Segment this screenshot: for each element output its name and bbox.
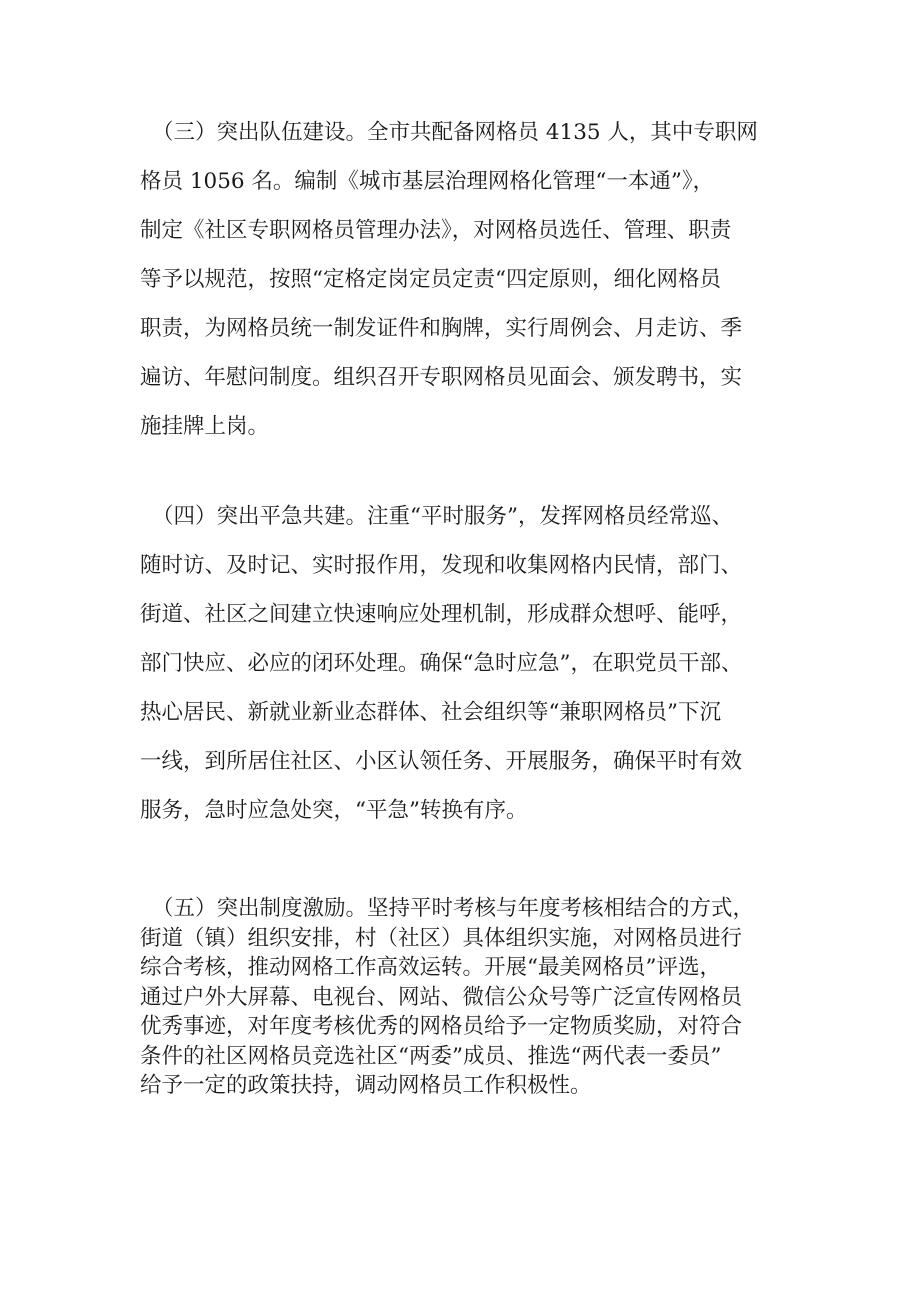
text-line: 优秀事迹，对年度考核优秀的网格员给予一定物质奖励，对符合	[140, 1014, 743, 1039]
paragraph-emergency-coordination	[140, 492, 795, 835]
text-line: 随时访、及时记、实时报作用，发现和收集网格内民情，部门、	[140, 553, 743, 578]
text-line: 综合考核，推动网格工作高效运转。开展“最美网格员”评选，	[140, 955, 721, 980]
text-line: 格员 1056 名。编制《城市基层治理网格化管理“一本通”》，	[140, 169, 715, 194]
text-line: 给予一定的政策扶持，调动网格员工作积极性。	[140, 1073, 592, 1098]
text-line: 等予以规范，按照“定格定岗定员定责“四定原则，细化网格员	[140, 267, 721, 292]
text-line: 服务，急时应急处突，“平急”转换有序。	[140, 798, 528, 823]
text-line: 职责，为网格员统一制发证件和胸牌，实行周例会、月走访、季	[140, 316, 743, 341]
paragraph-incentive-system	[140, 894, 795, 1101]
text-line: 遍访、年慰问制度。组织召开专职网格员见面会、颁发聘书，实	[140, 365, 743, 390]
text-line: 制定《社区专职网格员管理办法》，对网格员选任、管理、职责	[140, 218, 732, 243]
text-line: 施挂牌上岗。	[140, 414, 270, 439]
text-line: 部门快应、必应的闭环处理。确保“急时应急”，在职党员干部、	[140, 651, 743, 676]
paragraph-team-building	[140, 108, 795, 451]
text-line: 街道（镇）组织安排，村（社区）具体组织实施，对网格员进行	[140, 925, 743, 951]
text-line: 一线，到所居住社区、小区认领任务、开展服务，确保平时有效	[140, 749, 743, 774]
text-line: 条件的社区网格员竞选社区“两委”成员、推选“两代表一委员”	[140, 1043, 722, 1069]
text-line: 热心居民、新就业新业态群体、社会组织等“兼职网格员”下沉	[140, 700, 721, 725]
text-line: 街道、社区之间建立快速响应处理机制，形成群众想呼、能呼，	[140, 602, 743, 627]
text-line: （三）突出队伍建设。全市共配备网格员 4135 人，其中专职网	[152, 120, 758, 145]
text-line: （五）突出制度激励。坚持平时考核与年度考核相结合的方式，	[152, 896, 755, 921]
text-line: 通过户外大屏幕、电视台、网站、微信公众号等广泛宣传网格员	[140, 984, 743, 1010]
text-line: （四）突出平急共建。注重“平时服务”，发挥网格员经常巡、	[152, 504, 733, 529]
